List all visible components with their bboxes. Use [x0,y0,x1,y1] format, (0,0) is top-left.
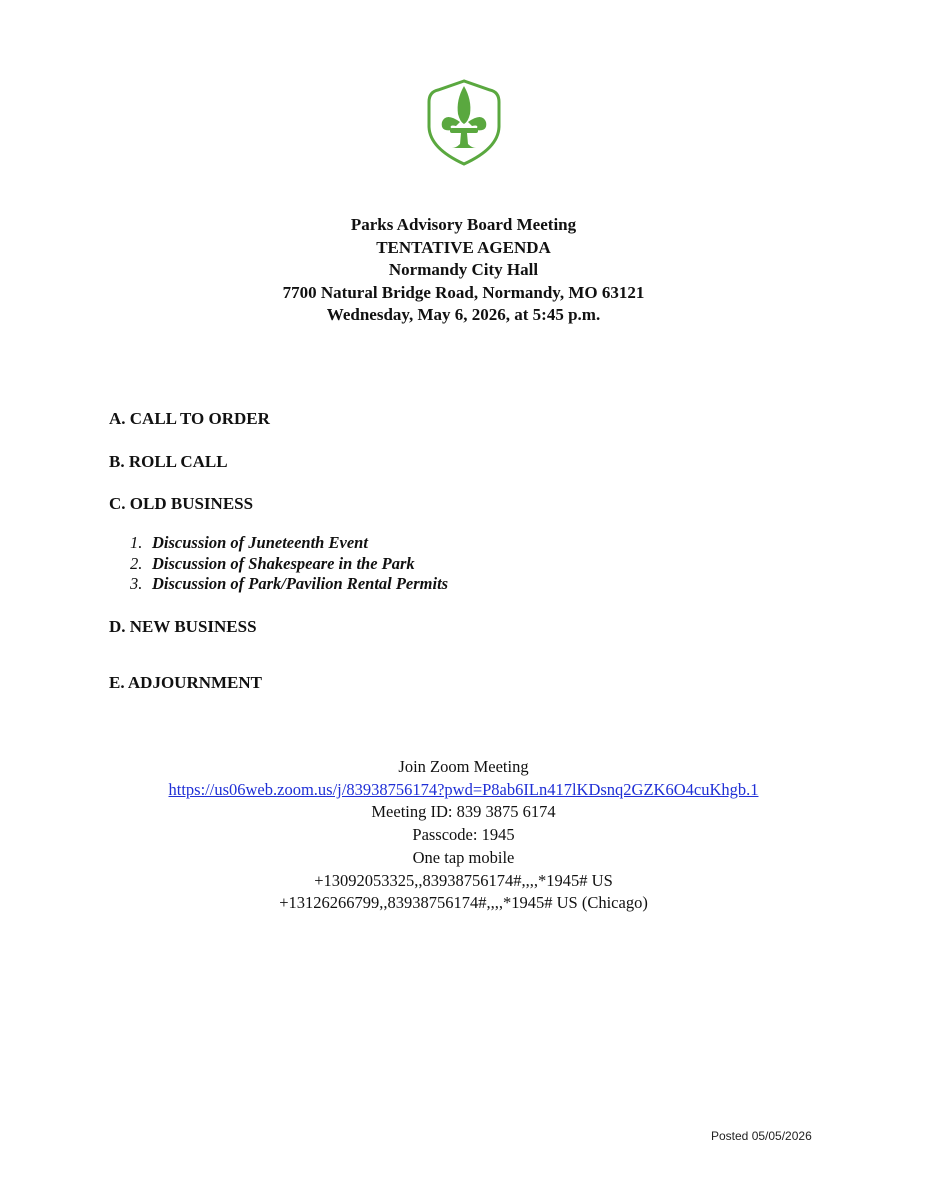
list-item: 1. Discussion of Juneteenth Event [130,533,368,552]
agenda-section-d: D. NEW BUSINESS [109,617,257,636]
header-datetime: Wednesday, May 6, 2026, at 5:45 p.m. [326,305,601,324]
agenda-section-c: C. OLD BUSINESS [109,494,254,513]
posted-date: Posted 05/05/2026 [711,1129,812,1143]
list-item: 2. Discussion of Shakespeare in the Park [130,553,415,573]
header-venue: Normandy City Hall [388,260,539,279]
agenda-section-a: A. CALL TO ORDER [109,409,270,428]
zoom-passcode: Passcode: 1945 [412,825,515,845]
header-agenda: TENTATIVE AGENDA [376,237,551,257]
agenda-section-b: B. ROLL CALL [109,452,228,471]
zoom-info [0,756,927,915]
zoom-link[interactable]: https://us06web.zoom.us/j/83938756174?pwd=P8ab6ILn417lKDsnq2GZK6O4cuKhgb.1 [168,779,759,799]
list-item: 3. Discussion of Park/Pavilion Rental Permits [130,574,449,593]
zoom-title: Join Zoom Meeting [398,757,529,776]
zoom-phone-2: +13126266799,,83938756174#,,,,*1945# US (Chicago) [279,893,648,913]
agenda-section-e: E. ADJOURNMENT [109,673,263,692]
header-title: Parks Advisory Board Meeting [350,215,577,234]
zoom-one-tap: One tap mobile [412,847,515,867]
meeting-header [0,214,927,327]
city-logo-shield-icon [426,78,502,166]
header-address: 7700 Natural Bridge Road, Normandy, MO 63121 [282,282,645,302]
zoom-meeting-id: Meeting ID: 839 3875 6174 [371,802,556,822]
old-business-list [130,533,448,595]
zoom-phone-1: +13092053325,,83938756174#,,,,*1945# US [314,870,613,890]
